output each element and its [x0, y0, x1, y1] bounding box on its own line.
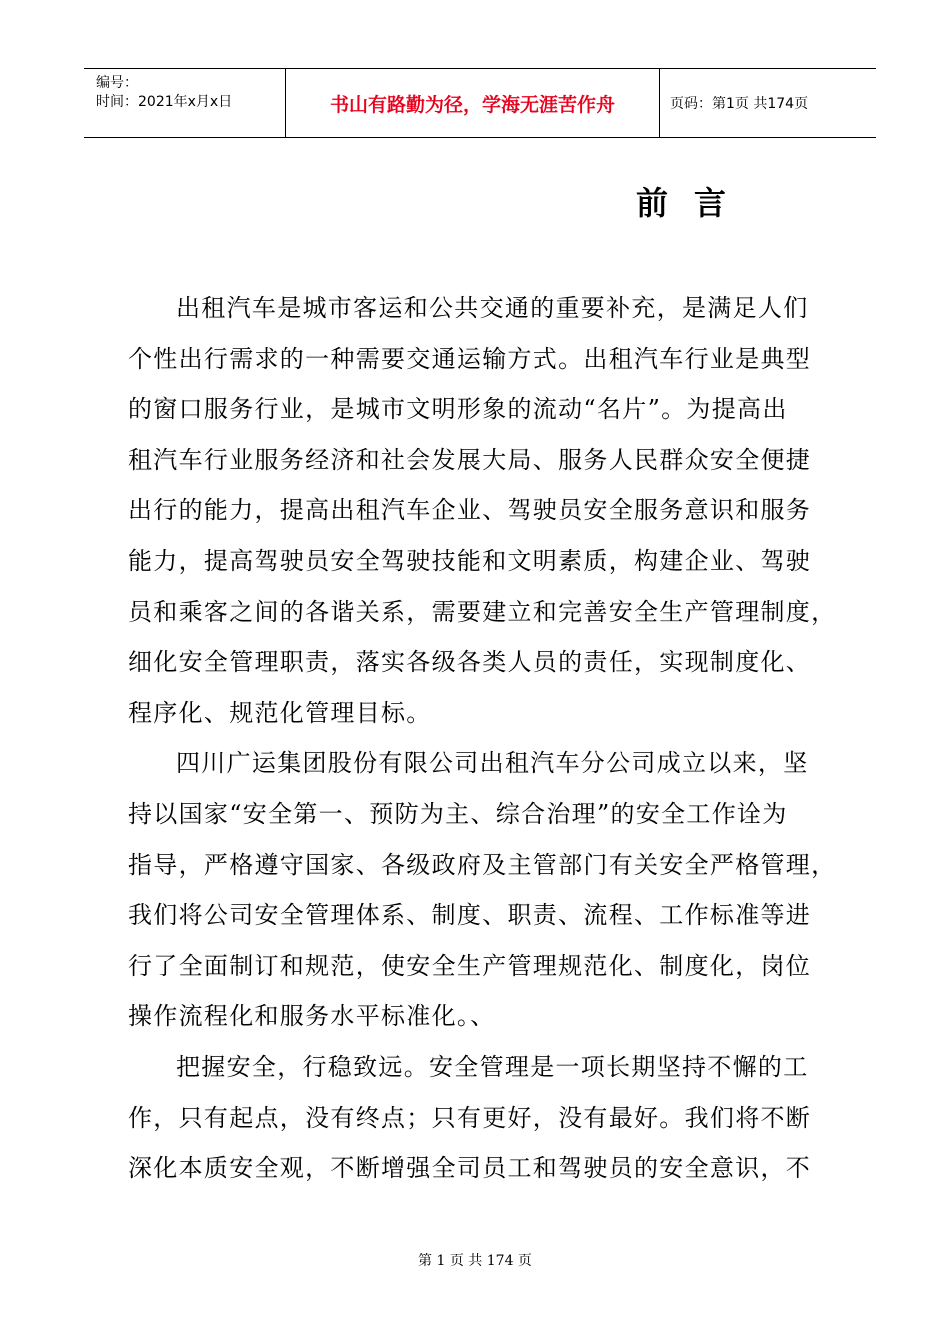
- page-header: [84, 68, 876, 138]
- text-line: 深化本质安全观，不断增强全司员工和驾驶员的安全意识，不: [128, 1154, 812, 1183]
- header-page-info: 页码：第1页 共174页: [670, 96, 809, 112]
- text-line: 能力，提高驾驶员安全驾驶技能和文明素质，构建企业、驾驶: [128, 546, 812, 575]
- page-footer: 第 1 页 共 174 页: [418, 1253, 532, 1269]
- text-line: 的窗口服务行业，是城市文明形象的流动“名片”。为提高出: [128, 395, 788, 424]
- serial-label: 编号：: [96, 75, 138, 91]
- text-line: 行了全面制订和规范，使安全生产管理规范化、制度化，岗位: [128, 951, 812, 980]
- text-line: 出行的能力，提高出租汽车企业、驾驶员安全服务意识和服务: [128, 496, 812, 525]
- time-label: 时间：2021年x月x日: [96, 94, 233, 110]
- text-line: 操作流程化和服务水平标准化。、: [128, 1002, 496, 1031]
- text-line: 程序化、规范化管理目标。: [128, 698, 432, 727]
- text-line: 细化安全管理职责，落实各级各类人员的责任，实现制度化、: [128, 648, 812, 677]
- text-line: 把握安全，行稳致远。安全管理是一项长期坚持不懈的工: [176, 1052, 809, 1081]
- text-line: 指导，严格遵守国家、各级政府及主管部门有关安全严格管理，: [128, 850, 837, 879]
- header-motto: 书山有路勤为径，学海无涯苦作舟: [286, 69, 660, 137]
- text-line: 个性出行需求的一种需要交通运输方式。出租汽车行业是典型: [128, 344, 812, 373]
- text-line: 我们将公司安全管理体系、制度、职责、流程、工作标准等进: [128, 901, 812, 930]
- text-line: 四川广运集团股份有限公司出租汽车分公司成立以来，坚: [176, 749, 809, 778]
- text-line: 员和乘客之间的各谐关系，需要建立和完善安全生产管理制度，: [128, 597, 837, 626]
- text-line: 出租汽车是城市客运和公共交通的重要补充，是满足人们: [176, 294, 809, 322]
- text-line: 持以国家“安全第一、预防为主、综合治理”的安全工作诠为: [128, 799, 788, 828]
- text-line: 作，只有起点，没有终点；只有更好，没有最好。我们将不断: [128, 1103, 812, 1132]
- paragraph-2: [128, 738, 837, 1042]
- text-line: 租汽车行业服务经济和社会发展大局、服务人民群众安全便捷: [128, 445, 812, 474]
- paragraph-3: [128, 1042, 834, 1194]
- paragraph-1: [128, 283, 837, 738]
- document-body: [128, 283, 837, 1194]
- page-title: 前言: [636, 184, 753, 222]
- header-meta: [84, 69, 286, 137]
